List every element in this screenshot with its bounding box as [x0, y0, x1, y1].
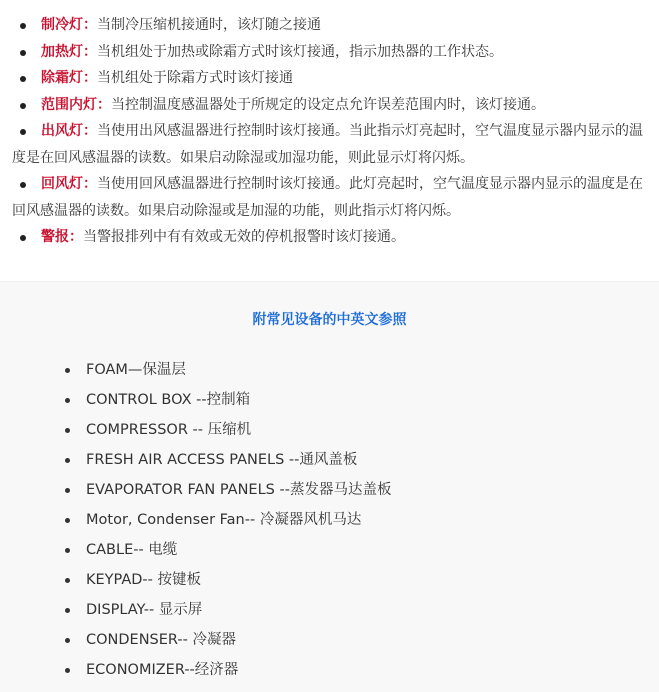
indicator-term: 回风灯：	[41, 176, 97, 192]
reference-item	[0, 658, 391, 688]
indicator-item-return-air	[12, 171, 649, 224]
indicator-term: 除霜灯：	[41, 70, 97, 86]
bullet-dot	[65, 608, 70, 613]
indicator-term: 警报：	[41, 229, 83, 245]
reference-item	[0, 568, 391, 598]
reference-item-text: DISPLAY-- 显示屏	[86, 602, 203, 618]
indicator-term: 制冷灯：	[41, 17, 97, 33]
indicator-term: 加热灯：	[41, 43, 97, 60]
reference-item	[0, 508, 391, 538]
reference-item	[0, 628, 391, 658]
indicator-description: 当使用回风感温器进行控制时该灯接通。此灯亮起时，空气温度显示器内显示的温度是在回风感温器的读数。如果启动除湿或是加湿的功能，则此指示灯将闪烁。	[12, 176, 643, 219]
indicator-term: 范围内灯：	[41, 96, 111, 113]
bullet-dot	[20, 129, 26, 135]
bullet-dot	[65, 458, 70, 463]
indicator-item-defrost	[12, 65, 649, 92]
indicator-description: 当机组处于除霜方式时该灯接通	[97, 70, 293, 86]
indicator-light-list	[0, 0, 659, 251]
reference-item-text: ECONOMIZER--经济器	[86, 662, 239, 678]
indicator-description: 当使用出风感温器进行控制时该灯接通。当此指示灯亮起时，空气温度显示器内显示的温度是在回风感温器的读数。如果启动除湿或加湿功能，则此显示灯将闪烁。	[12, 123, 643, 166]
reference-item-text: FOAM—保温层	[86, 362, 186, 378]
bullet-dot	[20, 235, 26, 241]
reference-item-text: COMPRESSOR -- 压缩机	[86, 422, 252, 438]
equipment-reference-section	[0, 281, 659, 692]
reference-term-list	[0, 358, 391, 688]
bullet-dot	[65, 488, 70, 493]
reference-item	[0, 418, 391, 448]
reference-item	[0, 478, 391, 508]
indicator-item-cooling	[12, 12, 649, 39]
indicator-term: 出风灯：	[41, 123, 97, 139]
reference-item	[0, 358, 391, 388]
reference-item-text: CONDENSER-- 冷凝器	[86, 632, 236, 648]
reference-title: 附常见设备的中英文参照	[252, 312, 407, 328]
reference-item	[0, 598, 391, 628]
indicator-description: 当制冷压缩机接通时，该灯随之接通	[97, 17, 321, 33]
reference-item-text: EVAPORATOR FAN PANELS --蒸发器马达盖板	[86, 482, 392, 498]
reference-item	[0, 538, 391, 568]
indicator-item-alarm	[12, 224, 649, 251]
bullet-dot	[20, 50, 26, 56]
bullet-dot	[65, 428, 70, 433]
indicator-description: 当机组处于加热或除霜方式时该灯接通，指示加热器的工作状态。	[97, 43, 503, 60]
indicator-description: 当控制温度感温器处于所规定的设定点允许误差范围内时，该灯接通。	[111, 96, 545, 113]
reference-item	[0, 388, 391, 418]
reference-item-text: Motor, Condenser Fan-- 冷凝器风机马达	[86, 512, 362, 528]
bullet-dot	[65, 398, 70, 403]
bullet-dot	[65, 578, 70, 583]
bullet-dot	[20, 103, 26, 109]
bullet-dot	[65, 668, 70, 673]
bullet-dot	[20, 182, 26, 188]
indicator-item-in-range	[12, 92, 649, 119]
reference-item-text: KEYPAD-- 按键板	[86, 572, 202, 588]
bullet-dot	[65, 518, 70, 523]
reference-item-text: CONTROL BOX --控制箱	[86, 392, 251, 408]
reference-item	[0, 448, 391, 478]
bullet-dot	[65, 548, 70, 553]
indicator-description: 当警报排列中有有效或无效的停机报警时该灯接通。	[83, 229, 405, 245]
reference-item-text: CABLE-- 电缆	[86, 542, 178, 558]
reference-item-text: FRESH AIR ACCESS PANELS --通风盖板	[86, 452, 358, 468]
indicator-item-heating	[12, 39, 649, 66]
bullet-dot	[65, 638, 70, 643]
indicator-item-supply-air	[12, 118, 649, 171]
bullet-dot	[20, 23, 26, 29]
bullet-dot	[20, 76, 26, 82]
bullet-dot	[65, 368, 70, 373]
